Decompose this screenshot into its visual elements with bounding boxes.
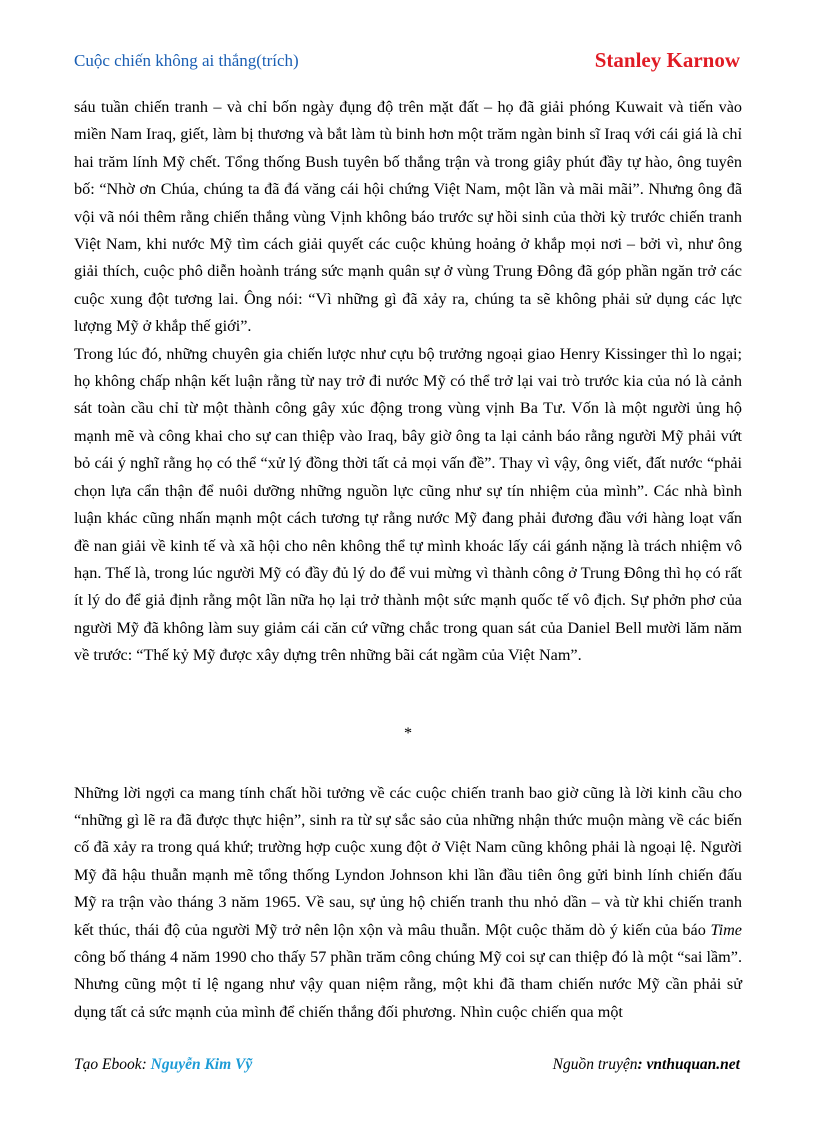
page-header [74, 48, 740, 76]
paragraph-1: sáu tuần chiến tranh – và chỉ bốn ngày đụng độ trên mặt đất – họ đã giải phóng Kuwait và tiến vào miền Nam Iraq, giết, làm bị thương và bắt làm tù binh hơn một trăm ngàn binh sĩ Iraq với cái giá là chỉ hai trăm lính Mỹ chết. Tổng thống Bush tuyên bố thắng trận và trong giây phút đầy tự hào, ông tuyên bố: “Nhờ ơn Chúa, chúng ta đã đá văng cái hội chứng Việt Nam, một lần và mãi mãi”. Nhưng ông đã vội vã nói thêm rằng chiến thắng vùng Vịnh không báo trước sự hồi sinh của thời kỳ trước chiến tranh Việt Nam, khi nước Mỹ tìm cách giải quyết các cuộc khủng hoảng ở khắp mọi nơi – bởi vì, như ông giải thích, cuộc phô diễn hoành tráng sức mạnh quân sự ở vùng Trung Đông đã góp phần ngăn trở các cuộc xung đột tương lai. Ông nói: “Vì những gì đã xảy ra, chúng ta sẽ không phải sử dụng các lực lượng Mỹ ở khắp thế giới”. [74, 98, 742, 336]
author-name: Stanley Karnow [594, 48, 740, 72]
paragraph-3-part-1: Những lời ngợi ca mang tính chất hồi tưởng về các cuộc chiến tranh bao giờ cũng là lời kinh cầu cho “những gì lẽ ra đã được thực hiện”, sinh ra từ sự sắc sảo của những nhận thức muộn màng về các biến cố đã xảy ra trong quá khứ; trường hợp cuộc xung đột ở Việt Nam cũng không phải là ngoại lệ. Người Mỹ đã hậu thuẫn mạnh mẽ tổng thống Lyndon Johnson khi lần đầu tiên ông gửi binh lính chiến đấu Mỹ ra trận vào tháng 3 năm 1965. Về sau, sự ủng hộ chiến tranh thu nhỏ dần – và từ khi chiến tranh kết thúc, thái độ của người Mỹ trở nên lộn xộn và mâu thuẫn. Một cuộc thăm dò ý kiến của báo [74, 783, 742, 939]
ebook-credit [74, 1056, 252, 1074]
source-credit [553, 1056, 740, 1074]
source-site: vnthuquan.net [646, 1056, 740, 1073]
paragraph-2: Trong lúc đó, những chuyên gia chiến lược như cựu bộ trưởng ngoại giao Henry Kissinger thì lo ngại; họ không chấp nhận kết luận rằng từ nay trở đi nước Mỹ có thể trở lại vai trò trước kia của nó là cảnh sát toàn cầu chỉ từ một thành công gây xúc động trong vùng vịnh Ba Tư. Vốn là một người ủng hộ mạnh mẽ và công khai cho sự can thiệp vào Iraq, bây giờ ông ta lại cảnh báo rằng người Mỹ phải vứt bỏ cái ý nghĩ rằng họ có thể “xử lý đồng thời tất cả mọi vấn đề”. Thay vì vậy, ông viết, đất nước “phải chọn lựa cẩn thận để nuôi dưỡng những nguồn lực cũng như sự tín nhiệm của mình”. Các nhà bình luận khác cũng nhấn mạnh một cách tương tự rằng nước Mỹ đang phải đương đầu với hàng loạt vấn đề nan giải về kinh tế và xã hội cho nên không thể tự mình khoác lấy cái gánh nặng là trách nhiệm vô hạn. Thế là, trong lúc người Mỹ có đầy đủ lý do để vui mừng vì thành công ở Trung Đông thì họ có rất ít lý do để giả định rằng một lần nữa họ lại trở thành một sức mạnh quốc tế vô địch. Sự phởn phơ của người Mỹ đã không làm suy giảm cái căn cứ vững chắc trong quan sát của Daniel Bell mười lăm năm về trước: “Thế kỷ Mỹ được xây dựng trên những bãi cát ngầm của Việt Nam”. [74, 344, 742, 665]
magazine-name: Time [710, 920, 742, 939]
ebook-creator-name: Nguyễn Kim Vỹ [150, 1056, 253, 1073]
section-separator: * [403, 723, 413, 742]
paragraph-3 [74, 780, 742, 1027]
page-content [74, 94, 742, 1026]
ebook-colon: : [141, 1056, 151, 1073]
page-footer [74, 1056, 740, 1078]
book-title: Cuộc chiến không ai thắng(trích) [74, 51, 299, 70]
source-colon: : [637, 1056, 647, 1073]
source-label: Nguồn truyện [552, 1056, 638, 1073]
paragraph-3-part-2: công bố tháng 4 năm 1990 cho thấy 57 phần trăm công chúng Mỹ coi sự can thiệp đó là một “sai lầm”. Nhưng cũng một tỉ lệ ngang như vậy quan niệm rằng, một khi đã tham chiến nước Mỹ cần phải sử dụng tất cả sức mạnh của mình để chiến thắng đối phương. Nhìn cuộc chiến qua một [74, 947, 742, 1021]
ebook-label: Tạo Ebook [74, 1056, 142, 1073]
